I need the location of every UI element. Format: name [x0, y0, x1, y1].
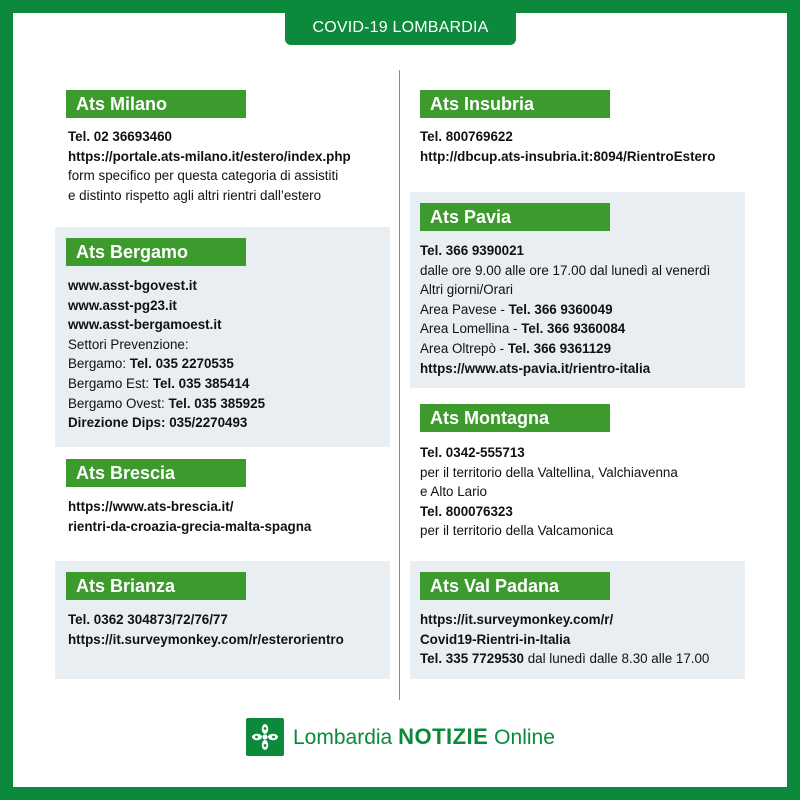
- info-line: [420, 261, 710, 281]
- info-line: [68, 394, 265, 414]
- info-text-bold: https://it.surveymonkey.com/r/: [420, 612, 614, 627]
- info-text-bold: Tel. 035 2270535: [129, 356, 234, 372]
- info-text-bold: https://portale.ats-milano.it/estero/index.php: [68, 148, 351, 164]
- info-text-bold: Tel. 035 385414: [152, 375, 250, 391]
- info-text-bold: Tel. 0342-555713: [420, 445, 525, 460]
- info-line: [420, 127, 715, 147]
- info-text: Bergamo Est:: [68, 375, 153, 391]
- info-line: [68, 374, 265, 394]
- info-text-bold: http://dbcup.ats-insubria.it:8094/RientroEstero: [420, 148, 716, 164]
- info-line: [420, 649, 709, 669]
- info-text: Settori Prevenzione:: [68, 336, 189, 352]
- info-line: [420, 630, 709, 650]
- info-text-bold: Direzione Dips: 035/2270493: [68, 415, 248, 431]
- ats-brianza-block: [55, 561, 390, 679]
- ats-brescia-title: Ats Brescia: [66, 459, 246, 487]
- ats-pavia-title: Ats Pavia: [420, 203, 610, 231]
- info-text: e Alto Lario: [420, 484, 487, 500]
- info-text-bold: Covid19-Rientri-in-Italia: [420, 631, 571, 647]
- ats-milano-block: [55, 88, 390, 218]
- info-text: per il territorio della Valcamonica: [420, 523, 614, 539]
- info-line: [420, 521, 678, 541]
- info-line: [68, 335, 265, 355]
- info-line: [420, 241, 710, 261]
- info-text-bold: Tel. 335 7729530: [420, 651, 524, 667]
- info-line: [420, 339, 710, 359]
- info-line: [68, 354, 265, 374]
- info-text: dalle ore 9.00 alle ore 17.00 dal lunedì al venerdì: [420, 262, 711, 278]
- ats-montagna-lines: [420, 443, 678, 541]
- ats-montagna-title: Ats Montagna: [420, 404, 610, 432]
- info-line: [420, 359, 710, 379]
- info-line: [420, 280, 710, 300]
- info-text-bold: Tel. 800769622: [420, 129, 513, 144]
- info-line: [420, 147, 715, 167]
- info-text-bold: Tel. 366 9361129: [507, 340, 612, 356]
- info-line: [68, 296, 265, 316]
- info-line: [68, 315, 265, 335]
- footer-text-regular: Lombardia: [293, 726, 399, 749]
- info-text-bold: https://it.surveymonkey.com/r/esterorientro: [68, 631, 344, 647]
- column-divider: [399, 70, 400, 700]
- info-line: [420, 482, 678, 502]
- info-text: Area Lomellina -: [420, 321, 522, 337]
- info-text: Bergamo Ovest:: [68, 395, 169, 411]
- ats-milano-title: Ats Milano: [66, 90, 246, 118]
- info-text-bold: Tel. 0362 304873/72/76/77: [68, 612, 228, 627]
- info-text-bold: Tel. 035 385925: [168, 395, 266, 411]
- footer-text-bold: NOTIZIE: [398, 724, 489, 749]
- info-text: Altri giorni/Orari: [420, 282, 514, 298]
- ats-pavia-lines: [420, 241, 710, 378]
- info-line: [68, 276, 265, 296]
- info-text-bold: Tel. 366 9390021: [420, 243, 524, 258]
- info-text: e distinto rispetto agli altri rientri dall’estero: [68, 187, 322, 203]
- ats-brianza-title: Ats Brianza: [66, 572, 246, 600]
- info-text: Bergamo:: [68, 356, 130, 372]
- ats-valpadana-block: [410, 561, 745, 679]
- info-line: [420, 610, 709, 630]
- ats-brescia-lines: [68, 497, 311, 536]
- info-line: [68, 517, 311, 537]
- info-line: [68, 127, 351, 147]
- ats-brescia-block: [55, 455, 390, 550]
- ats-insubria-block: [410, 88, 745, 178]
- info-text-bold: www.asst-bgovest.it: [68, 278, 197, 293]
- ats-bergamo-block: [55, 227, 390, 447]
- info-line: [420, 319, 710, 339]
- ats-insubria-title: Ats Insubria: [420, 90, 610, 118]
- ats-pavia-block: [410, 192, 745, 388]
- info-text-bold: Tel. 366 9360084: [521, 321, 626, 337]
- footer-text-suffix: Online: [488, 726, 555, 749]
- info-text-bold: www.asst-pg23.it: [68, 297, 177, 313]
- info-text: form specifico per questa categoria di assistiti: [68, 168, 339, 184]
- ats-insubria-lines: [420, 127, 715, 166]
- info-text: Area Pavese -: [420, 301, 509, 317]
- info-line: [68, 186, 351, 206]
- info-text-bold: Tel. 800076323: [420, 503, 513, 519]
- footer-brand: [246, 716, 555, 758]
- footer-text: [293, 724, 555, 750]
- info-text-bold: Tel. 02 36693460: [68, 129, 172, 144]
- info-line: [68, 497, 311, 517]
- header-title: COVID-19 LOMBARDIA: [285, 11, 516, 45]
- info-text-bold: https://www.ats-pavia.it/rientro-italia: [420, 360, 651, 376]
- ats-montagna-block: [410, 400, 745, 550]
- info-text-bold: Tel. 366 9360049: [508, 301, 613, 317]
- info-line: [420, 443, 678, 463]
- info-text-bold: rientri-da-croazia-grecia-malta-spagna: [68, 518, 312, 534]
- lombardia-rose-icon: [246, 718, 284, 756]
- ats-valpadana-lines: [420, 610, 709, 669]
- info-line: [68, 413, 265, 433]
- info-line: [68, 610, 344, 630]
- ats-milano-lines: [68, 127, 351, 205]
- info-text: per il territorio della Valtellina, Valchiavenna: [420, 464, 678, 480]
- info-line: [68, 630, 344, 650]
- info-line: [420, 300, 710, 320]
- ats-bergamo-title: Ats Bergamo: [66, 238, 246, 266]
- info-line: [68, 147, 351, 167]
- ats-bergamo-lines: [68, 276, 265, 433]
- ats-valpadana-title: Ats Val Padana: [420, 572, 610, 600]
- info-text-bold: https://www.ats-brescia.it/: [68, 499, 234, 514]
- info-line: [420, 463, 678, 483]
- info-line: [420, 502, 678, 522]
- ats-brianza-lines: [68, 610, 344, 649]
- info-text-bold: www.asst-bergamoest.it: [68, 317, 222, 333]
- info-text: dal lunedì dalle 8.30 alle 17.00: [524, 651, 710, 667]
- info-line: [68, 166, 351, 186]
- info-text: Area Oltrepò -: [420, 340, 508, 356]
